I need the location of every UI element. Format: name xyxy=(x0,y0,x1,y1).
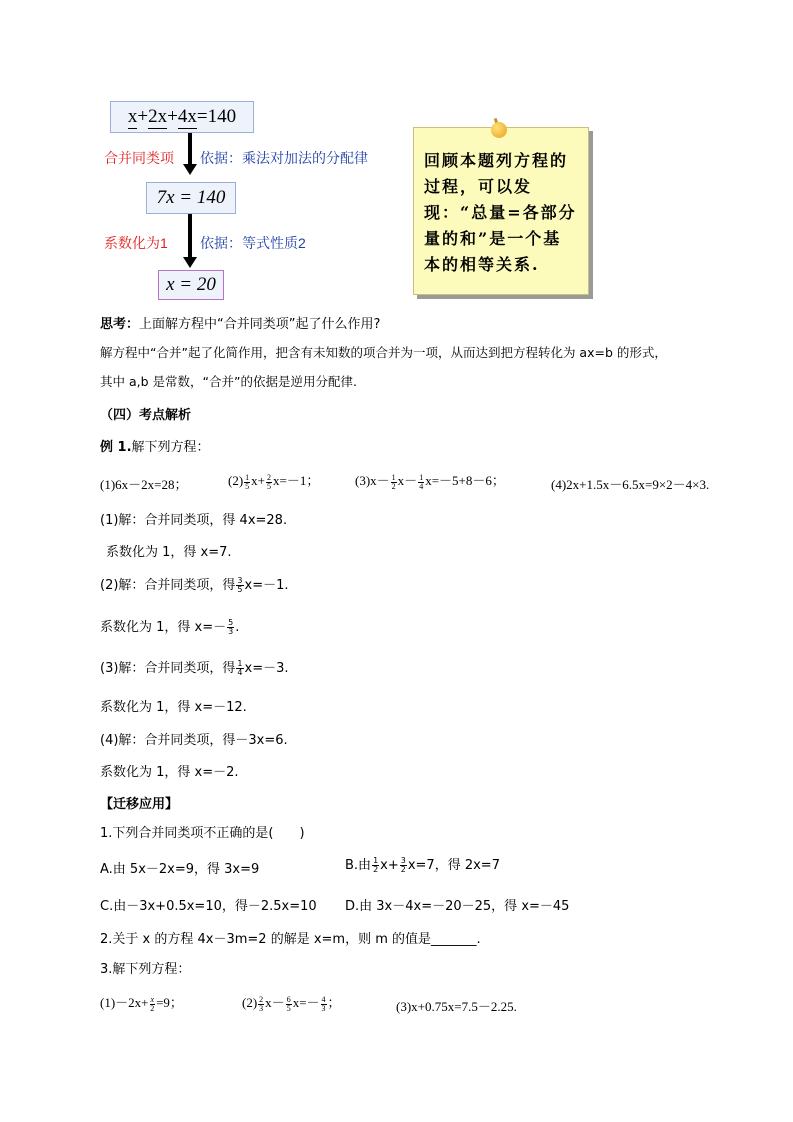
step2-basis: 依据：等式性质2 xyxy=(200,235,306,251)
p2-a: (2) xyxy=(228,473,244,488)
p3-c: x=－5+8－6； xyxy=(425,473,505,488)
fraction xyxy=(391,474,397,491)
question-1: 1.下列合并同类项不正确的是( ) xyxy=(100,826,305,841)
option-b xyxy=(345,854,500,874)
solution-2b xyxy=(100,616,239,636)
plus-sign: + xyxy=(137,106,149,127)
s2b-a: 系数化为 1，得 x=－ xyxy=(100,620,227,635)
frac-num: 6 xyxy=(286,994,291,1004)
frac-den: 5 xyxy=(245,481,250,491)
frac-den: 2 xyxy=(391,481,396,491)
q3-problem-3: (3)x+0.75x=7.5－2.25. xyxy=(396,999,517,1014)
step1-basis: 依据：乘法对加法的分配律 xyxy=(200,150,368,166)
frac-num: 4 xyxy=(321,994,326,1004)
fraction xyxy=(236,577,243,594)
sticky-note xyxy=(413,127,589,295)
section4-heading: （四）考点解析 xyxy=(100,408,192,423)
option-c: C.由－3x+0.5x=10，得－2.5x=10 xyxy=(100,899,317,914)
plus-sign: + xyxy=(167,106,178,127)
frac-den: 2 xyxy=(150,1003,155,1013)
fraction xyxy=(244,474,250,491)
p3-a: (3)x－ xyxy=(355,473,390,488)
equation-box-2 xyxy=(146,182,236,214)
solution-2a xyxy=(100,574,289,594)
frac-num: 3 xyxy=(400,856,406,865)
fraction xyxy=(150,996,156,1013)
frac-den: 5 xyxy=(237,585,243,594)
frac-num: 1 xyxy=(419,472,424,482)
problem-4: (4)2x+1.5x－6.5x=9×2－4×3. xyxy=(551,477,710,492)
q1b-a: B.由 xyxy=(345,858,372,873)
solution-1b: 系数化为 1，得 x=7. xyxy=(106,545,232,560)
p3-b: x－ xyxy=(397,473,418,488)
frac-num: 5 xyxy=(228,618,234,627)
frac-num: 1 xyxy=(245,472,250,482)
solution-3b: 系数化为 1，得 x=－12. xyxy=(100,700,247,715)
frac-den: 2 xyxy=(400,865,406,874)
question-2: 2.关于 x 的方程 4x－3m=2 的解是 x=m，则 m 的值是_______. xyxy=(100,932,481,947)
q3-2a: (2) xyxy=(242,995,258,1010)
fraction xyxy=(400,857,407,874)
s3a-b: x=－3. xyxy=(244,661,289,676)
fraction xyxy=(258,996,264,1013)
solution-1a: (1)解：合并同类项，得 4x=28. xyxy=(100,513,288,528)
fraction xyxy=(321,996,327,1013)
arrow-down-2 xyxy=(188,214,192,259)
frac-num: 1 xyxy=(373,856,379,865)
s2b-b: . xyxy=(235,620,240,635)
arrow-down-1 xyxy=(188,133,192,166)
q3-2d: ； xyxy=(327,995,341,1010)
frac-den: 3 xyxy=(259,1003,264,1013)
equation-2-text: 7x = 140 xyxy=(156,187,226,208)
solution-3a xyxy=(100,657,289,677)
fraction xyxy=(286,996,292,1013)
frac-num: 2 xyxy=(267,472,272,482)
p2-b: x+ xyxy=(251,473,266,488)
step1-label: 合并同类项 xyxy=(104,150,174,166)
think-answer-1: 解方程中“合并”起了化简作用，把含有未知数的项合并为一项，从而达到把方程转化为 ax=b 的形式， xyxy=(100,345,667,360)
p2-c: x=－1； xyxy=(273,473,320,488)
option-d: D.由 3x－4x=－20－25，得 x=－45 xyxy=(345,899,570,914)
arrow-head-1 xyxy=(183,164,197,175)
frac-den: 4 xyxy=(419,481,424,491)
solution-4a: (4)解：合并同类项，得－3x=6. xyxy=(100,733,288,748)
frac-den: 4 xyxy=(237,668,243,677)
q3-2b: x－ xyxy=(265,995,285,1010)
solution-4b: 系数化为 1，得 x=－2. xyxy=(100,765,239,780)
think-line xyxy=(100,313,380,332)
problem-1: (1)6x－2x=28； xyxy=(100,477,188,492)
frac-num: 1 xyxy=(237,659,243,668)
option-a: A.由 5x－2x=9，得 3x=9 xyxy=(100,862,260,877)
fraction xyxy=(418,474,424,491)
q1b-b: x+ xyxy=(380,858,399,873)
question-3: 3.解下列方程： xyxy=(100,962,191,977)
step2-label: 系数化为1 xyxy=(104,235,168,251)
fraction xyxy=(372,857,379,874)
q3-1a: (1)－2x+ xyxy=(100,995,149,1010)
frac-den: 3 xyxy=(321,1003,326,1013)
problem-2 xyxy=(228,470,319,491)
frac-num: 1 xyxy=(391,472,396,482)
frac-den: 5 xyxy=(267,481,272,491)
frac-den: 3 xyxy=(228,627,234,636)
think-question: 上面解方程中“合并同类项”起了什么作用? xyxy=(139,317,381,332)
think-answer-2: 其中 a,b 是常数，“合并”的依据是逆用分配律. xyxy=(100,374,357,389)
term-2x: 2x xyxy=(148,105,168,127)
frac-num: 2 xyxy=(259,994,264,1004)
equation-3-text: x = 20 xyxy=(166,274,216,295)
fraction xyxy=(227,619,234,636)
q3-problem-2 xyxy=(242,992,341,1013)
q1b-c: x=7，得 2x=7 xyxy=(407,858,500,873)
frac-num: 3 xyxy=(237,576,243,585)
s2a-a: (2)解：合并同类项，得 xyxy=(100,578,236,593)
q3-1b: =9； xyxy=(156,995,183,1010)
equals-140: =140 xyxy=(196,106,237,127)
think-label: 思考： xyxy=(100,317,140,332)
example-instruction: 解下列方程： xyxy=(131,440,210,455)
pin-icon xyxy=(491,122,507,138)
note-text: 回顾本题列方程的过程，可以发现：“总量=各部分量的和”是一个基本的相等关系. xyxy=(424,151,577,274)
frac-num: x xyxy=(150,994,155,1004)
problem-3 xyxy=(355,470,505,491)
q3-2c: x=－ xyxy=(292,995,320,1010)
equation-box-1 xyxy=(110,101,254,133)
arrow-head-2 xyxy=(183,257,197,268)
fraction xyxy=(236,660,243,677)
s2a-b: x=－1. xyxy=(244,578,289,593)
example-title xyxy=(100,436,210,455)
transfer-heading: 【迁移应用】 xyxy=(100,797,179,812)
term-4x: 4x xyxy=(177,105,197,127)
q3-problem-1 xyxy=(100,992,183,1013)
frac-den: 2 xyxy=(373,865,379,874)
term-x: x xyxy=(127,105,138,127)
fraction xyxy=(266,474,272,491)
example-label: 例 1. xyxy=(100,440,132,455)
s3a-a: (3)解：合并同类项，得 xyxy=(100,661,236,676)
frac-den: 5 xyxy=(286,1003,291,1013)
equation-box-3 xyxy=(158,270,224,300)
